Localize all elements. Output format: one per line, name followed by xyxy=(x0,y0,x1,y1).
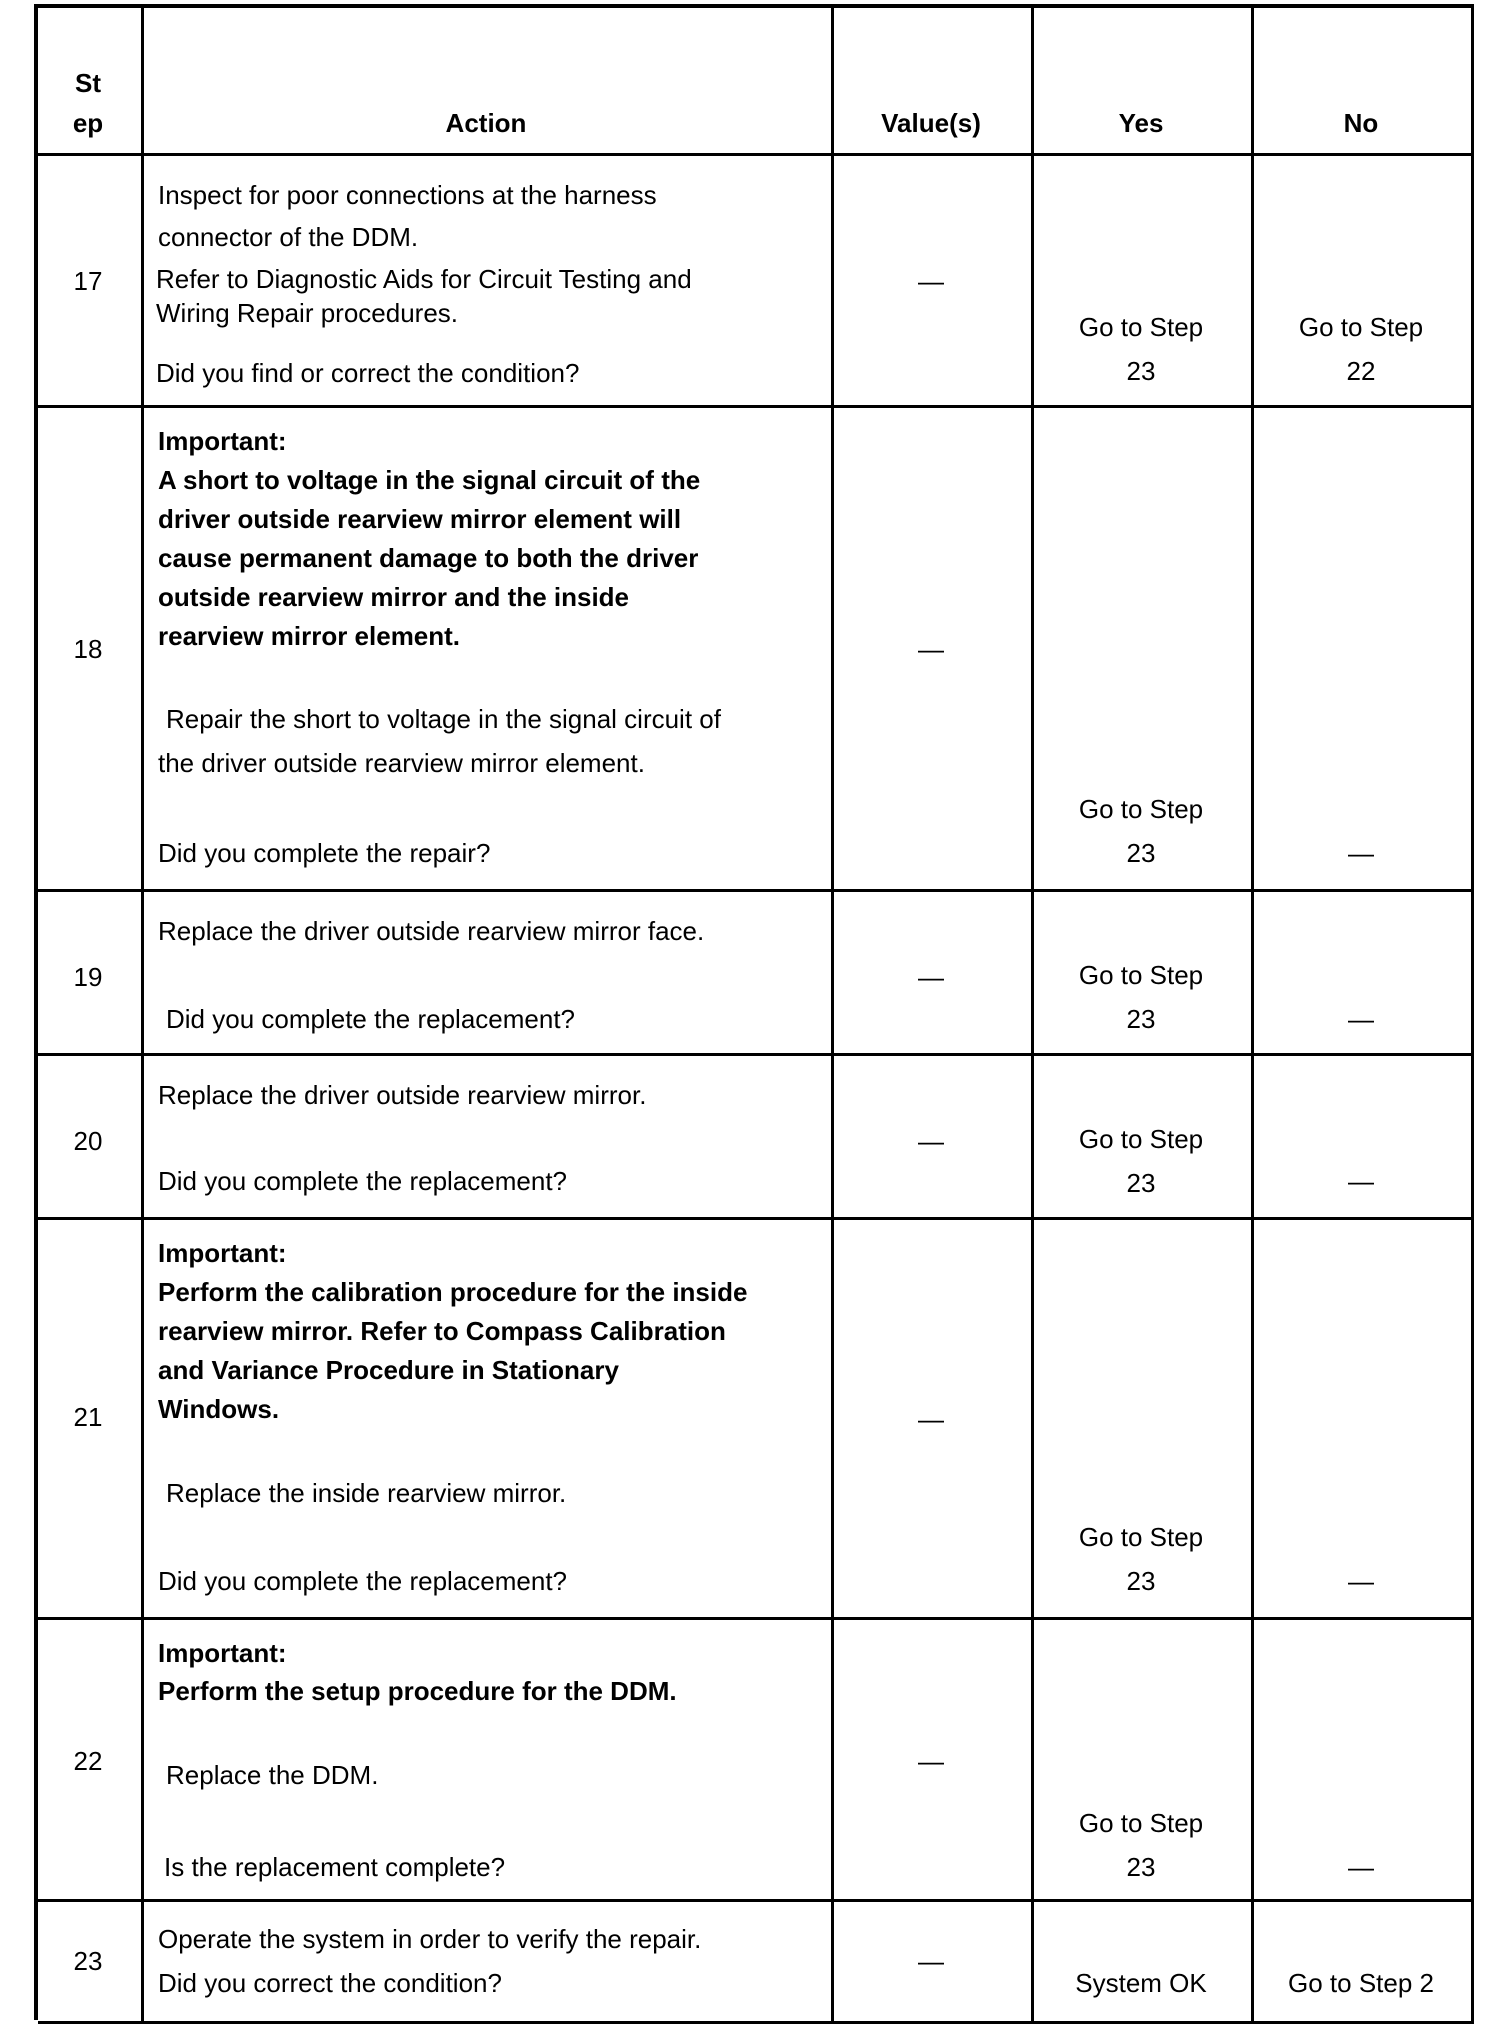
value-cell-21 xyxy=(834,1220,1034,1620)
action-line: Refer to Diagnostic Aids for Circuit Testing and xyxy=(156,264,692,294)
action-cell-21 xyxy=(144,1220,834,1620)
header-step-line1: St xyxy=(75,68,101,98)
value-dash: — xyxy=(918,634,944,664)
step-cell-17 xyxy=(38,156,144,408)
action-question: Did you correct the condition? xyxy=(158,1968,502,1998)
important-label: Important: xyxy=(158,1238,287,1268)
important-line: rearview mirror. Refer to Compass Calibration xyxy=(158,1316,726,1346)
important-label: Important: xyxy=(158,426,287,456)
header-action-cell xyxy=(144,8,834,156)
value-cell-23 xyxy=(834,1902,1034,2024)
action-cell-23 xyxy=(144,1902,834,2024)
no-line: 22 xyxy=(1346,356,1376,386)
header-yes-cell xyxy=(1034,8,1254,156)
important-line: rearview mirror element. xyxy=(158,621,461,651)
action-cell-19 xyxy=(144,892,834,1056)
step-number: 21 xyxy=(73,1402,103,1432)
yes-cell-22 xyxy=(1034,1620,1254,1902)
action-question: Did you complete the replacement? xyxy=(158,1166,568,1196)
header-step-cell xyxy=(38,8,144,156)
yes-line: 23 xyxy=(1126,1168,1156,1198)
important-line: Perform the calibration procedure for the inside xyxy=(158,1277,748,1307)
yes-line: 23 xyxy=(1126,838,1156,868)
action-question: Did you complete the repair? xyxy=(158,838,491,868)
yes-line: 23 xyxy=(1126,1004,1156,1034)
value-dash: — xyxy=(918,1746,944,1776)
yes-line: 23 xyxy=(1126,1566,1156,1596)
action-cell-17 xyxy=(144,156,834,408)
important-line: and Variance Procedure in Stationary xyxy=(158,1355,619,1385)
important-line: outside rearview mirror and the inside xyxy=(158,582,630,612)
step-cell-23 xyxy=(38,1902,144,2024)
action-question: Is the replacement complete? xyxy=(164,1852,506,1882)
no-cell-20 xyxy=(1254,1056,1474,1220)
action-line: Repair the short to voltage in the signal circuit of xyxy=(166,704,721,734)
yes-line: 23 xyxy=(1126,1852,1156,1882)
value-cell-19 xyxy=(834,892,1034,1056)
yes-line: Go to Step xyxy=(1078,312,1204,342)
no-dash: — xyxy=(1348,1166,1374,1196)
important-line: A short to voltage in the signal circuit of the xyxy=(158,465,701,495)
yes-cell-18 xyxy=(1034,408,1254,892)
diagnostic-table xyxy=(34,4,1474,2020)
action-question: Did you find or correct the condition? xyxy=(156,358,580,388)
important-line: cause permanent damage to both the driver xyxy=(158,543,699,573)
header-step-line2: ep xyxy=(72,108,104,138)
value-dash: — xyxy=(918,1126,944,1156)
value-cell-22 xyxy=(834,1620,1034,1902)
no-line: Go to Step 2 xyxy=(1288,1968,1434,1998)
step-cell-19 xyxy=(38,892,144,1056)
step-number: 20 xyxy=(73,1126,103,1156)
yes-cell-17 xyxy=(1034,156,1254,408)
action-line: the driver outside rearview mirror element. xyxy=(158,748,645,778)
step-cell-21 xyxy=(38,1220,144,1620)
no-dash: — xyxy=(1348,838,1374,868)
step-cell-18 xyxy=(38,408,144,892)
important-label: Important: xyxy=(158,1638,287,1668)
value-dash: — xyxy=(918,1946,944,1976)
header-no: No xyxy=(1343,108,1379,138)
value-dash: — xyxy=(918,1404,944,1434)
yes-cell-20 xyxy=(1034,1056,1254,1220)
no-dash: — xyxy=(1348,1566,1374,1596)
action-line: Inspect for poor connections at the harness xyxy=(158,180,657,210)
important-line: Windows. xyxy=(158,1394,280,1424)
step-cell-20 xyxy=(38,1056,144,1220)
header-values: Value(s) xyxy=(881,108,981,138)
important-line: Perform the setup procedure for the DDM. xyxy=(158,1676,677,1706)
value-dash: — xyxy=(918,266,944,296)
value-cell-17 xyxy=(834,156,1034,408)
value-dash: — xyxy=(918,962,944,992)
no-cell-21 xyxy=(1254,1220,1474,1620)
header-no-cell xyxy=(1254,8,1474,156)
yes-line: Go to Step xyxy=(1078,960,1204,990)
no-dash: — xyxy=(1348,1852,1374,1882)
no-cell-19 xyxy=(1254,892,1474,1056)
no-cell-23 xyxy=(1254,1902,1474,2024)
action-line: Wiring Repair procedures. xyxy=(156,298,459,328)
action-line: Replace the DDM. xyxy=(166,1760,379,1790)
step-number: 19 xyxy=(73,962,103,992)
no-line: Go to Step xyxy=(1298,312,1424,342)
step-number: 22 xyxy=(73,1746,103,1776)
yes-line: 23 xyxy=(1126,356,1156,386)
action-cell-20 xyxy=(144,1056,834,1220)
action-line: Replace the driver outside rearview mirror face. xyxy=(158,916,705,946)
value-cell-20 xyxy=(834,1056,1034,1220)
yes-cell-21 xyxy=(1034,1220,1254,1620)
yes-line: Go to Step xyxy=(1078,1124,1204,1154)
important-line: driver outside rearview mirror element will xyxy=(158,504,682,534)
yes-line: Go to Step xyxy=(1078,1522,1204,1552)
header-action: Action xyxy=(445,108,527,138)
action-line: Operate the system in order to verify the repair. xyxy=(158,1924,702,1954)
action-cell-18 xyxy=(144,408,834,892)
action-line: Replace the driver outside rearview mirror. xyxy=(158,1080,647,1110)
header-values-cell xyxy=(834,8,1034,156)
yes-line: Go to Step xyxy=(1078,1808,1204,1838)
yes-line: System OK xyxy=(1075,1968,1207,1998)
yes-cell-19 xyxy=(1034,892,1254,1056)
yes-cell-23 xyxy=(1034,1902,1254,2024)
step-number: 18 xyxy=(73,634,103,664)
action-question: Did you complete the replacement? xyxy=(158,1566,568,1596)
no-cell-22 xyxy=(1254,1620,1474,1902)
header-yes: Yes xyxy=(1118,108,1164,138)
yes-line: Go to Step xyxy=(1078,794,1204,824)
step-cell-22 xyxy=(38,1620,144,1902)
action-question: Did you complete the replacement? xyxy=(166,1004,576,1034)
step-number: 17 xyxy=(73,266,103,296)
step-number: 23 xyxy=(73,1946,103,1976)
no-cell-17 xyxy=(1254,156,1474,408)
action-line: Replace the inside rearview mirror. xyxy=(166,1478,567,1508)
action-line: connector of the DDM. xyxy=(158,222,419,252)
no-cell-18 xyxy=(1254,408,1474,892)
value-cell-18 xyxy=(834,408,1034,892)
no-dash: — xyxy=(1348,1004,1374,1034)
action-cell-22 xyxy=(144,1620,834,1902)
